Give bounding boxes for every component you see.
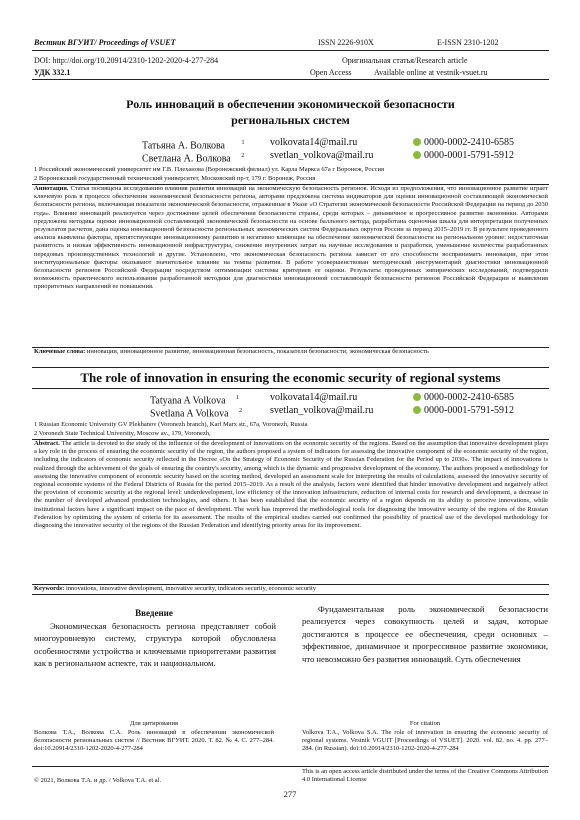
ru-keywords-bottom-rule bbox=[32, 367, 549, 368]
udc: УДК 332.1 bbox=[34, 68, 71, 77]
ru-title-line-1: Роль инноваций в обеспечении экономической безопасности bbox=[126, 97, 455, 111]
intro-heading: Введение bbox=[135, 608, 173, 618]
citation-ru-text: Волкова Т.А., Волкова С.А. Роль инноваций в обеспечении экономической безопасности региональных систем // Вестник ВГУИТ. 2020. Т. 82. № 4. С. 277–284. doi:10.20914/2310-1202-2020-4-277-284 bbox=[34, 729, 274, 753]
citation-en-text: Volkova T.A., Volkova S.A. The role of innovation in ensuring the economic security of regional systems. Vestnik VGUIT [Proceedings of VSUET]. 2020. vol. 82. no. 4. pp. 277–284. (in Russian). doi:10.20914/2310-1202-2020-4-277-284 bbox=[302, 729, 548, 753]
header-rule bbox=[32, 50, 549, 51]
author-sup: 2 bbox=[239, 408, 243, 414]
en-title-rule bbox=[32, 388, 549, 389]
intro-right-column: Фундаментальная роль экономической безопасности реализуется через совокупность целей и задач, которые достигаются в процессе ее обеспечения, среди основных – эффективное, динамичное и прогрессивное развитие экономики, что невозможно без развития инноваций. Суть обеспечения bbox=[302, 604, 548, 664]
page-number: 277 bbox=[283, 789, 297, 799]
ru-author-1-email[interactable]: volkovata14@mail.ru bbox=[270, 137, 358, 148]
author-name: Татьяна А. Волкова bbox=[142, 140, 225, 152]
keywords-label: Ключевые слова: bbox=[34, 348, 86, 355]
license-text[interactable]: This is an open access article distributed under the terms of the Creative Commons Attribution 4.0 International License bbox=[302, 768, 548, 784]
ru-affiliation-2: 2 Воронежский государственный технический университет, Московский пр-т, 179 г. Воронеж, Россия bbox=[34, 175, 316, 182]
intro-left-column: Экономическая безопасность региона представляет собой многоуровневую систему, структура которой обусловлена особенностями устройства и ключевыми приоритетами развития как в региональном аспекте, так и национальном. bbox=[34, 621, 276, 669]
en-author-2-email[interactable]: svetlan_volkova@mail.ru bbox=[270, 405, 374, 416]
abstract-label: Аннотация. bbox=[34, 185, 69, 192]
eissn: E-ISSN 2310-1202 bbox=[437, 38, 499, 47]
en-title: The role of innovation in ensuring the economic security of regional systems bbox=[80, 370, 501, 385]
keywords-label: Keywords: bbox=[34, 585, 65, 592]
orcid-icon bbox=[413, 151, 421, 159]
ru-author-2-email[interactable]: svetlan_volkova@mail.ru bbox=[270, 150, 374, 161]
copyright: © 2021, Волкова Т.А. и др. / Volkova T.A. et al. bbox=[34, 777, 162, 784]
author-name: Светлана А. Волкова bbox=[142, 153, 231, 165]
keywords-text: инновации, инновационное развитие, инновационная безопасность, показатели безопасности, экономическая безопасность bbox=[86, 348, 429, 355]
en-keywords-bottom-rule bbox=[32, 594, 549, 595]
en-keywords bbox=[34, 585, 548, 593]
citation-en-label: For citation bbox=[409, 720, 441, 727]
author-name: Svetlana A Volkova bbox=[150, 408, 229, 420]
header-rule-2 bbox=[32, 79, 549, 80]
keywords-text: innovations, innovative development, innovative security, indicators security, economic security bbox=[65, 585, 317, 592]
en-author-1-email[interactable]: volkovata14@mail.ru bbox=[270, 392, 358, 403]
author-sup: 1 bbox=[236, 395, 240, 401]
orcid-id: 0000-0001-5791-5912 bbox=[424, 150, 514, 161]
orcid-id: 0000-0001-5791-5912 bbox=[424, 405, 514, 416]
orcid-icon bbox=[413, 406, 421, 414]
ru-affiliation-1: 1 Российский экономический университет им Г.В. Плеханова (Воронежский филиал) ул. Карла Маркса 67а г Воронеж, Россия bbox=[34, 166, 384, 173]
orcid-icon bbox=[413, 138, 421, 146]
doi-link[interactable]: DOI: http://doi.org/10.20914/2310-1202-2020-4-277-284 bbox=[34, 56, 219, 65]
orcid-id: 0000-0002-2410-6585 bbox=[424, 137, 514, 148]
ru-author-1-orcid[interactable] bbox=[413, 137, 514, 149]
en-abstract bbox=[34, 440, 548, 530]
en-affiliation-1: 1 Russian Economic University GV Plekhanov (Voronezh branch), Karl Marx str., 67a, Voronezh, Russia bbox=[34, 421, 308, 428]
en-author-2-orcid[interactable] bbox=[413, 405, 514, 417]
author-sup: 2 bbox=[241, 153, 245, 159]
ru-keywords bbox=[34, 348, 548, 356]
en-author-2 bbox=[150, 405, 242, 420]
en-author-1-orcid[interactable] bbox=[413, 392, 514, 404]
orcid-icon bbox=[413, 393, 421, 401]
orcid-id: 0000-0002-2410-6585 bbox=[424, 392, 514, 403]
author-sup: 1 bbox=[241, 140, 245, 146]
article-type: Оригинальная статья/Research article bbox=[342, 56, 468, 65]
abstract-label: Abstract. bbox=[34, 440, 60, 447]
open-access: Open Access bbox=[310, 68, 352, 77]
citation-ru-label: Для цитирования bbox=[130, 720, 178, 727]
ru-author-2-orcid[interactable] bbox=[413, 150, 514, 162]
journal-name: Вестник ВГУИТ/ Proceedings of VSUET bbox=[34, 38, 176, 47]
ru-abstract bbox=[34, 185, 548, 292]
issn: ISSN 2226-910X bbox=[318, 38, 374, 47]
author-name: Tatyana A Volkova bbox=[150, 395, 226, 407]
abstract-text: Статья посвящена исследованию влияния развития инноваций на экономическую безопасность регионов. Исходя из предположения, что инновационное развитие играет ключевую роль в процессе обеспечения экономической безопасности региона, авторами предложена система индикаторов для оценки инновационной составляющей экономической безопасности региона, включающая показатели экономической безопасности, отраженные в Указе «О Стратегии экономической безопасности Российской Федерации на период до 2030 года». Влияние инноваций реализуется через достижение целей обеспечения безопасности страны, среди которых – динамичное и прогрессивное развитие экономики. Авторами предложена методика оценки инновационной составляющей экономической безопасности на основе балльного метода, разработана оценочная шкала для интерпретации полученных результатов расчетов, дана оценка инновационной безопасности региональных экономических систем Федеральных округов России за период 2015–2019 гг. В результате проведенного анализа выявлены факторы, препятствующие инновационному развитию и негативно влияющие на обеспечение экономической безопасности на региональном уровне: недостаточная развитость и низкая эффективность инновационной инфраструктуры, снижение внутренних затрат на научные исследования и разработки, уменьшение количества разработанных передовых производственных технологий и другие. Установлено, что экономическая безопасность региона зависит от его способности восприниматъ инновации, при этом институциональные факторы оказывают значительное влияние на темпы развития. В работе усовершенствован методический инструментарий диагностики инновационной безопасности регионов Российской Федерации посредством оптимизации системы критериев ее оценки. Результаты проведенных эмпирических исследований, подтвердили возможность практического использования разработанной методики для диагностики инновационной составляющей безопасности регионов Российской Федерации и выявления приоритетных направлений ее повышения. bbox=[34, 185, 548, 291]
abstract-text: The article is devoted to the study of the influence of the development of innovations on the economic security of the regions. Based on the assumption that innovative development plays a key role in the process of ensuring the economic security of the region, the authors proposed a system of indicators for assessing the innovative component of the economic security of the region, including the indicators of economic security reflected in the Decree «On the Strategy of Economic Security of the Russian Federation for the Period up to 2030». The impact of innovations is realized through the achievement of the goals of ensuring the country's security, among which is the dynamic and progressive development of the economy. The authors proposed a methodology for assessing the innovative component of economic security based on the scoring method, developed an assessment scale for interpreting the results of calculations, assessed the innovative security of regional economic systems of the Federal Districts of Russia for the period 2015–2019. As a result of the analysis, factors were identified that hinder innovative development and negatively affect the provision of economic security at the regional level: underdevelopment, low efficiency of the innovation infrastructure, reduction of internal costs for research and development, a decrease in the number of developed advanced production technologies, and others. It has been established that the economic security of a region depends on its ability to perceive innovations, while institutional factors have a significant impact on the pace of development. The work has improved the methodological tools for diagnosing the innovative security of the regions of the Russian Federation by optimizing the system of criteria for its assessment. The results of the empirical studies carried out confirmed the possibility of practical use of the developed methodology for diagnosing the innovative security of the regions of the Russian Federation and identifying priority areas for its improvement. bbox=[34, 440, 548, 530]
footer-rule bbox=[32, 766, 549, 767]
ru-author-2 bbox=[142, 150, 244, 165]
en-affiliation-2: 2 Voronezh State Technical University, Moscow av., 179, Voronezh, bbox=[34, 430, 211, 437]
ru-title-line-2: региональных систем bbox=[231, 113, 350, 127]
available-online-link[interactable]: Available online at vestnik-vsuet.ru bbox=[374, 68, 488, 77]
